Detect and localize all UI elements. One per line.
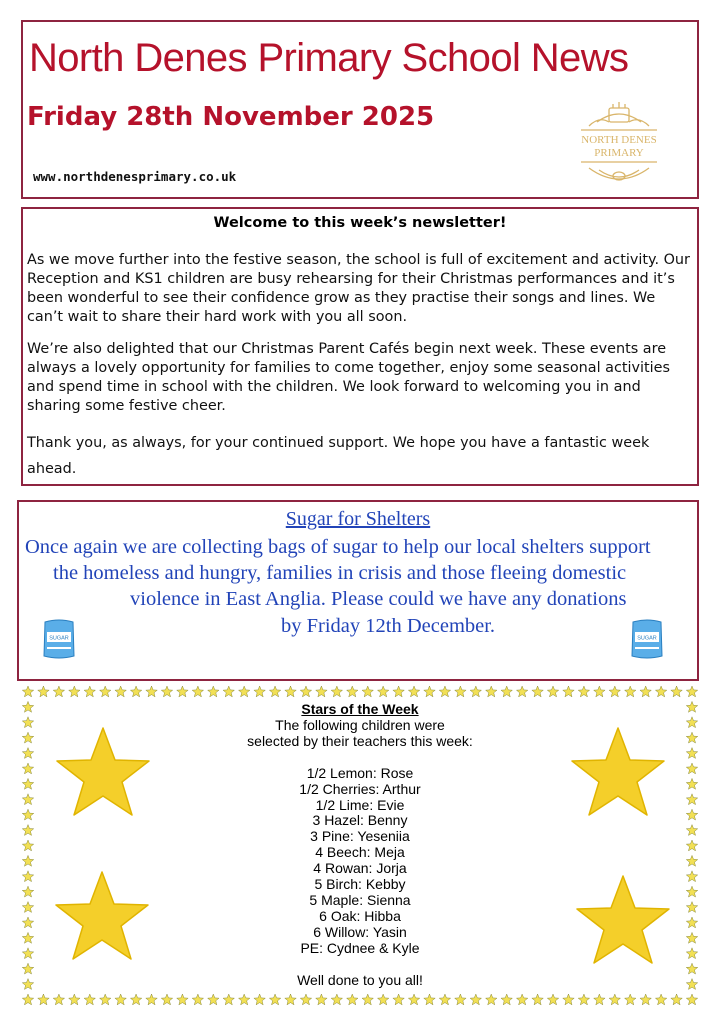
border-star-icon [563, 686, 574, 697]
newsletter-title: North Denes Primary School News [29, 36, 629, 80]
border-star-icon [115, 686, 126, 697]
list-item: 4 Rowan: Jorja [313, 860, 407, 877]
border-star-icon [38, 686, 49, 697]
border-star-icon [130, 686, 141, 697]
list-item: 5 Birch: Kebby [314, 876, 406, 893]
border-star-icon [686, 794, 697, 805]
border-star-icon [130, 994, 141, 1005]
border-star-icon [578, 686, 589, 697]
border-star-icon [640, 686, 651, 697]
list-item: 6 Oak: Hibba [319, 907, 401, 924]
border-star-icon [686, 748, 697, 759]
border-star-icon [69, 994, 80, 1005]
border-star-icon [22, 732, 33, 743]
border-star-icon [254, 994, 265, 1005]
border-star-icon [547, 686, 558, 697]
border-star-icon [686, 963, 697, 974]
border-star-icon [22, 778, 33, 789]
border-star-icon [223, 994, 234, 1005]
border-star-icon [671, 686, 682, 697]
sugar-box [17, 500, 699, 681]
sugar-bag-icon [629, 618, 665, 660]
border-star-icon [424, 686, 435, 697]
border-star-icon [84, 994, 95, 1005]
border-star-icon [671, 994, 682, 1005]
border-star-icon [192, 994, 203, 1005]
border-star-icon [516, 994, 527, 1005]
crest-text-line2: PRIMARY [594, 147, 644, 159]
border-star-icon [269, 994, 280, 1005]
border-star-icon [22, 979, 33, 990]
star-icon [568, 724, 668, 820]
border-star-icon [22, 825, 33, 836]
welcome-paragraph: As we move further into the festive season, the school is full of excitement and activity. Our Reception and KS1 children are busy rehearsing for their Christmas performances and it’s been wonderful to see their confidence grow as they practise their songs and lines. We can’t wait to share their hard work with you all soon. [27, 252, 690, 325]
border-star-icon [501, 686, 512, 697]
list-item: 3 Pine: Yeseniia [310, 828, 410, 845]
border-star-icon [22, 701, 33, 712]
border-star-icon [331, 686, 342, 697]
border-star-icon [53, 686, 64, 697]
border-star-icon [686, 686, 697, 697]
svg-text:SUGAR: SUGAR [49, 635, 69, 642]
border-star-icon [640, 994, 651, 1005]
border-star-icon [161, 994, 172, 1005]
list-item: PE: Cydnee & Kyle [300, 939, 420, 956]
border-star-icon [22, 748, 33, 759]
border-star-icon [686, 763, 697, 774]
border-star-icon [686, 840, 697, 851]
stars-text-block [180, 702, 540, 989]
border-star-icon [424, 994, 435, 1005]
list-item: 1/2 Cherries: Arthur [299, 780, 421, 797]
border-star-icon [285, 686, 296, 697]
border-star-icon [347, 686, 358, 697]
stars-of-the-week-box [20, 684, 700, 1008]
border-star-icon [22, 855, 33, 866]
border-star-icon [269, 686, 280, 697]
border-star-icon [53, 994, 64, 1005]
star-icon [53, 724, 153, 820]
border-star-icon [594, 686, 605, 697]
stars-list [180, 766, 540, 957]
border-star-icon [316, 686, 327, 697]
border-star-icon [686, 701, 697, 712]
sugar-text-line: violence in East Anglia. Please could we have any donations [130, 588, 627, 610]
border-star-icon [22, 902, 33, 913]
border-star-icon [686, 871, 697, 882]
list-item: 4 Beech: Meja [315, 844, 405, 861]
border-star-icon [393, 994, 404, 1005]
border-star-icon [408, 686, 419, 697]
crest-text-line1: NORTH DENES [581, 134, 657, 146]
border-star-icon [594, 994, 605, 1005]
border-star-icon [161, 686, 172, 697]
border-star-icon [300, 686, 311, 697]
border-star-icon [393, 686, 404, 697]
sugar-text-line: Once again we are collecting bags of sugar to help our local shelters support [25, 536, 651, 558]
border-star-icon [439, 994, 450, 1005]
border-star-icon [22, 948, 33, 959]
border-star-icon [22, 963, 33, 974]
border-star-icon [238, 994, 249, 1005]
border-star-icon [22, 994, 33, 1005]
border-star-icon [532, 686, 543, 697]
welcome-title: Welcome to this week’s newsletter! [213, 215, 507, 231]
newsletter-date: Friday 28th November 2025 [27, 102, 435, 132]
border-star-icon [439, 686, 450, 697]
border-star-icon [22, 932, 33, 943]
border-star-icon [300, 994, 311, 1005]
border-star-icon [486, 686, 497, 697]
stars-title: Stars of the Week [301, 701, 419, 717]
border-star-icon [115, 994, 126, 1005]
border-star-icon [22, 809, 33, 820]
stars-intro-line: selected by their teachers this week: [247, 732, 473, 749]
list-item: 1/2 Lime: Evie [315, 796, 405, 813]
list-item: 5 Maple: Sienna [309, 891, 411, 908]
border-star-icon [686, 948, 697, 959]
border-star-icon [501, 994, 512, 1005]
list-item: 6 Willow: Yasin [313, 923, 407, 940]
svg-text:SUGAR: SUGAR [637, 635, 657, 642]
border-star-icon [655, 994, 666, 1005]
border-star-icon [686, 994, 697, 1005]
border-star-icon [331, 994, 342, 1005]
border-star-icon [84, 686, 95, 697]
border-star-icon [146, 686, 157, 697]
border-star-icon [686, 917, 697, 928]
border-star-icon [547, 994, 558, 1005]
border-star-icon [100, 686, 111, 697]
border-star-icon [686, 778, 697, 789]
border-star-icon [686, 809, 697, 820]
border-star-icon [22, 917, 33, 928]
border-star-icon [532, 994, 543, 1005]
border-star-icon [563, 994, 574, 1005]
border-star-icon [22, 871, 33, 882]
welcome-box [21, 207, 699, 486]
school-website[interactable]: www.northdenesprimary.co.uk [33, 169, 237, 184]
border-star-icon [362, 686, 373, 697]
school-crest-logo [569, 100, 669, 192]
border-star-icon [578, 994, 589, 1005]
border-star-icon [625, 686, 636, 697]
border-star-icon [22, 840, 33, 851]
border-star-icon [686, 932, 697, 943]
stars-intro-line: The following children were [275, 716, 445, 733]
border-star-icon [609, 994, 620, 1005]
border-star-icon [238, 686, 249, 697]
header-box [21, 20, 699, 199]
border-star-icon [377, 994, 388, 1005]
border-star-icon [377, 686, 388, 697]
border-star-icon [686, 886, 697, 897]
border-star-icon [208, 994, 219, 1005]
border-star-icon [69, 686, 80, 697]
welcome-paragraph: We’re also delighted that our Christmas Parent Cafés begin next week. These events are always a lovely opportunity for families to come together, enjoy some seasonal activities and spend time in school with the children. We look forward to welcoming you in and sharing some festive cheer. [27, 341, 671, 414]
star-icon [573, 872, 673, 968]
sugar-text-line: the homeless and hungry, families in crisis and those fleeing domestic [53, 562, 627, 584]
border-star-icon [38, 994, 49, 1005]
list-item: 3 Hazel: Benny [312, 812, 408, 829]
border-star-icon [408, 994, 419, 1005]
sugar-title: Sugar for Shelters [285, 508, 431, 530]
border-star-icon [254, 686, 265, 697]
border-star-icon [208, 686, 219, 697]
border-star-icon [455, 686, 466, 697]
border-star-icon [455, 994, 466, 1005]
border-star-icon [625, 994, 636, 1005]
border-star-icon [22, 794, 33, 805]
sugar-bag-icon [41, 618, 77, 660]
list-item: 1/2 Lemon: Rose [306, 764, 414, 781]
border-star-icon [100, 994, 111, 1005]
border-star-icon [686, 855, 697, 866]
border-star-icon [686, 825, 697, 836]
border-star-icon [655, 686, 666, 697]
border-star-icon [686, 979, 697, 990]
border-star-icon [347, 994, 358, 1005]
welcome-paragraph: Thank you, as always, for your continued support. We hope you have a fantastic week ahead. [27, 435, 650, 477]
border-star-icon [177, 994, 188, 1005]
sugar-text-line: by Friday 12th December. [281, 615, 496, 637]
border-star-icon [22, 717, 33, 728]
border-star-icon [285, 994, 296, 1005]
border-star-icon [22, 886, 33, 897]
border-star-icon [192, 686, 203, 697]
border-star-icon [22, 763, 33, 774]
border-star-icon [470, 994, 481, 1005]
border-star-icon [223, 686, 234, 697]
border-star-icon [146, 994, 157, 1005]
border-star-icon [362, 994, 373, 1005]
border-star-icon [609, 686, 620, 697]
border-star-icon [316, 994, 327, 1005]
border-star-icon [486, 994, 497, 1005]
border-star-icon [516, 686, 527, 697]
border-star-icon [686, 717, 697, 728]
border-star-icon [177, 686, 188, 697]
border-star-icon [686, 732, 697, 743]
border-star-icon [686, 902, 697, 913]
stars-closing: Well done to you all! [297, 971, 423, 988]
border-star-icon [470, 686, 481, 697]
star-icon [52, 868, 152, 964]
border-star-icon [22, 686, 33, 697]
